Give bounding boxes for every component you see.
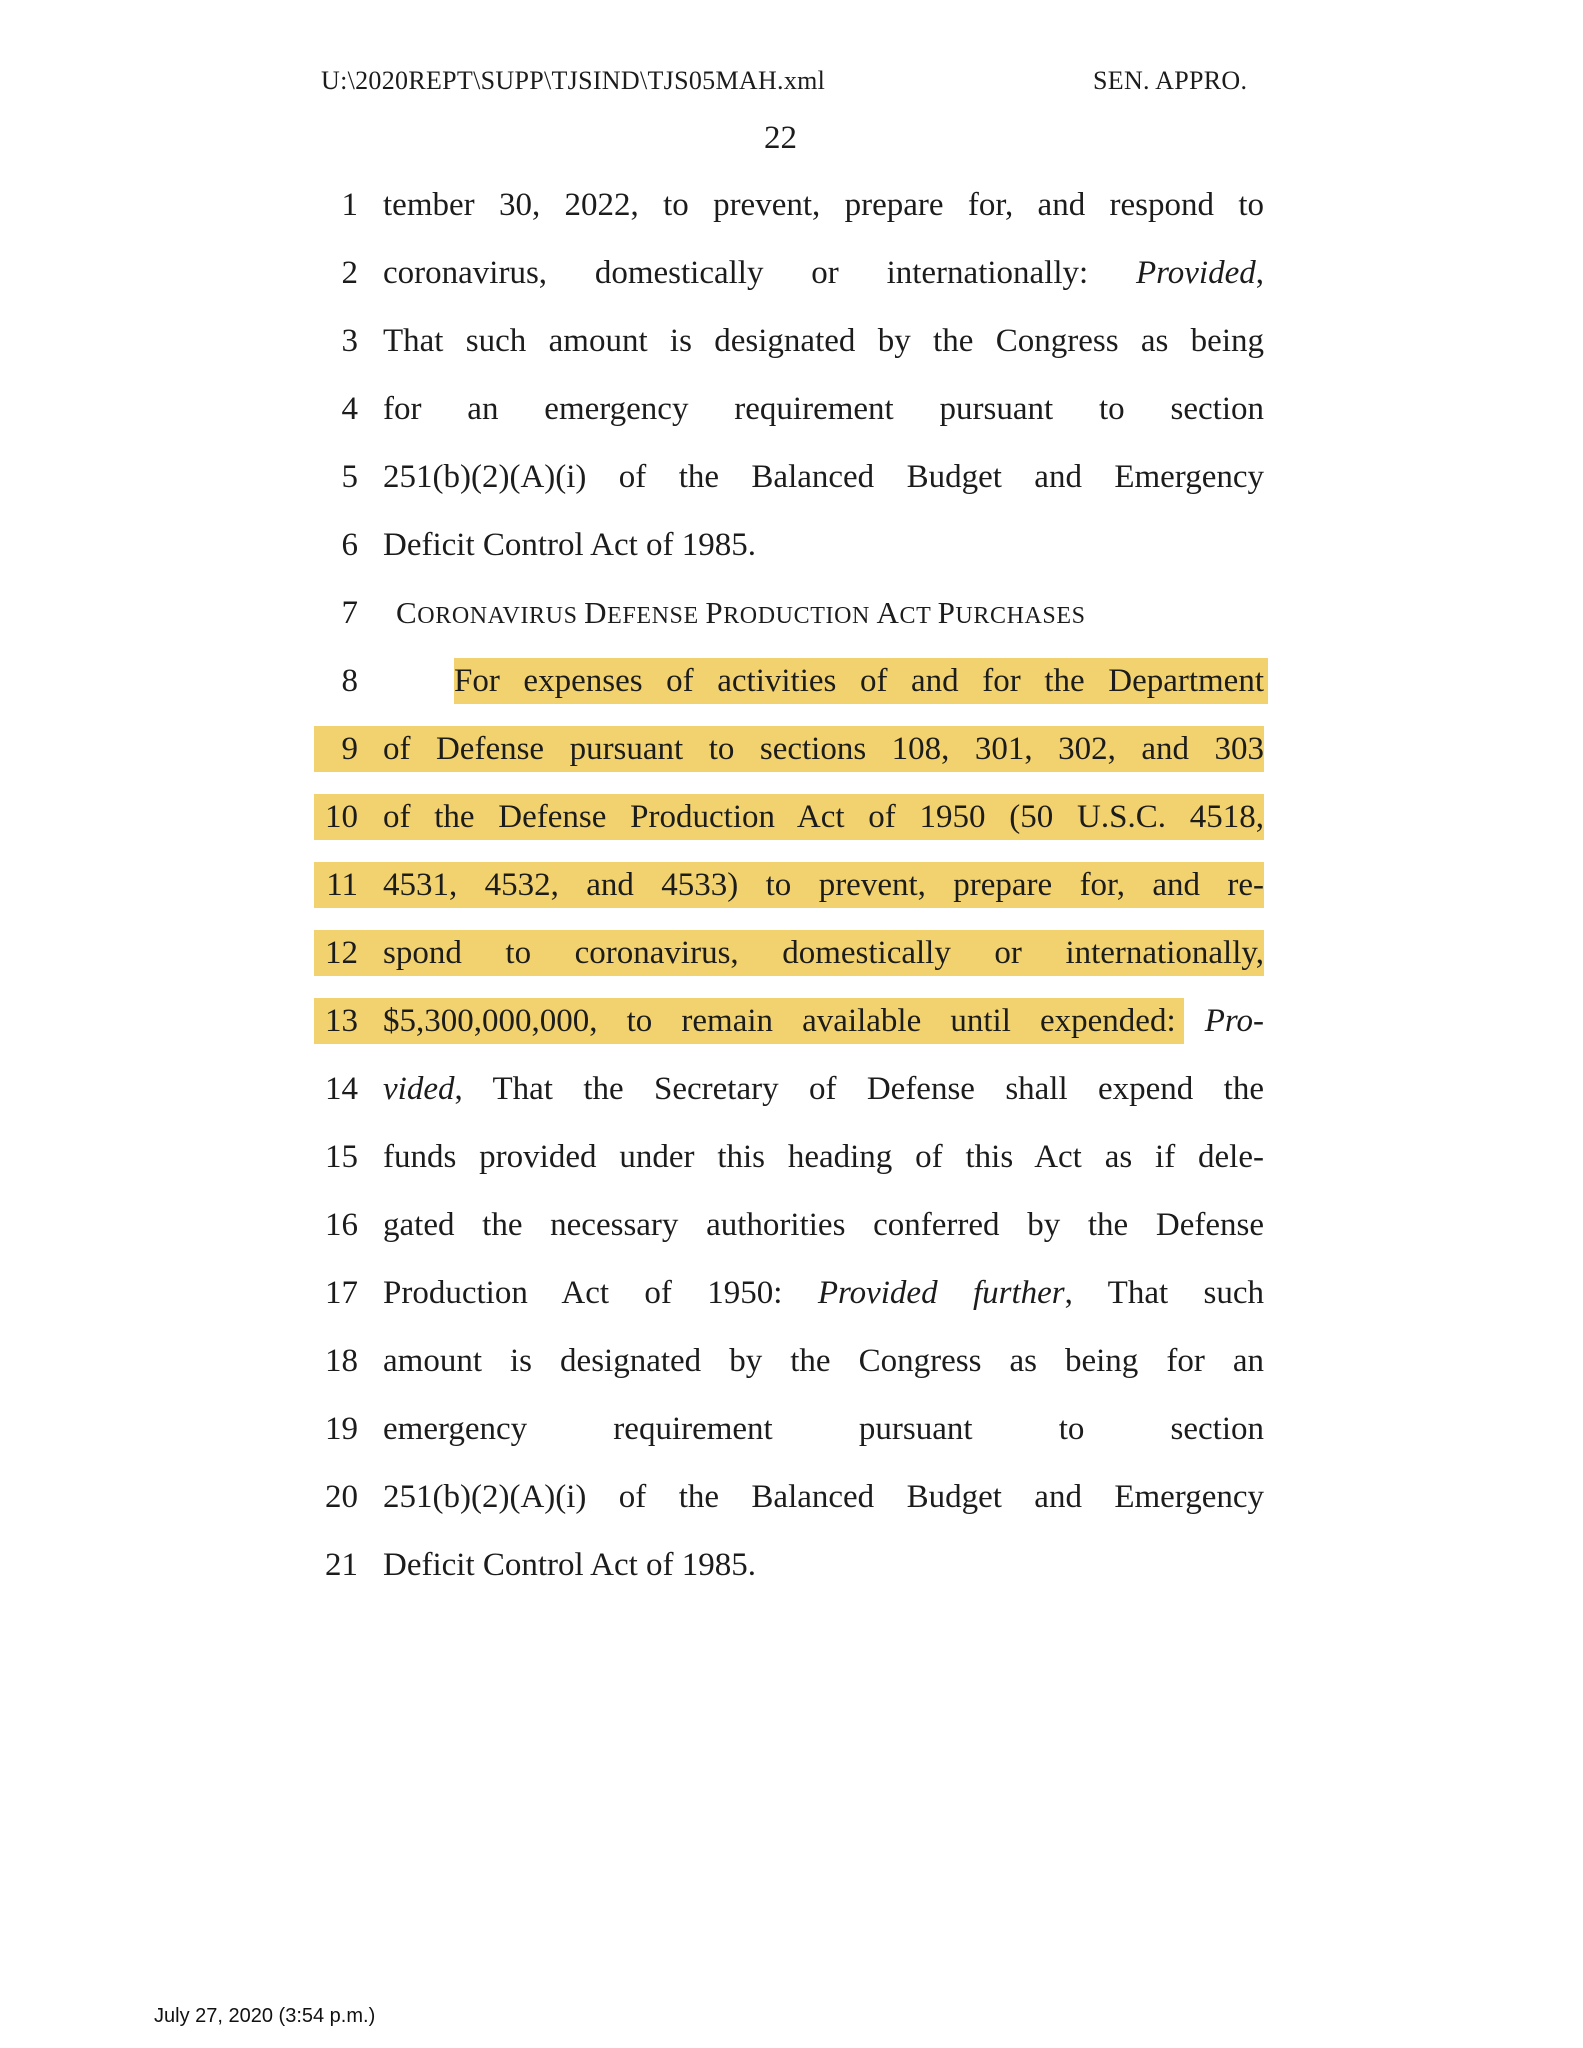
line-text: For expenses of activities of and for the Department <box>454 663 1264 699</box>
text-line <box>318 1066 1264 1112</box>
line-text <box>383 998 1264 1044</box>
text-line-highlighted <box>318 726 1264 772</box>
italic-text: vided <box>383 1071 455 1107</box>
line-number: 16 <box>325 1207 358 1243</box>
section-heading <box>396 590 1246 639</box>
line-number: 15 <box>325 1139 358 1175</box>
line-number: 13 <box>325 1003 358 1039</box>
text-line <box>318 1474 1264 1520</box>
text-line <box>318 318 1264 364</box>
line-text: amount is designated by the Congress as being for an <box>383 1343 1264 1379</box>
line-number: 18 <box>325 1343 358 1379</box>
line-number: 21 <box>325 1547 358 1583</box>
line-number: 9 <box>341 731 358 767</box>
text-line <box>318 1202 1264 1248</box>
text-line <box>318 454 1264 500</box>
heading-part: EFENSE <box>607 603 706 629</box>
line-number: 8 <box>341 663 358 699</box>
text-line <box>318 1406 1264 1452</box>
line-number: 2 <box>341 255 358 291</box>
line-text <box>383 250 1264 296</box>
line-text: of Defense pursuant to sections 108, 301, 302, and 303 <box>383 731 1264 767</box>
line-number: 12 <box>325 935 358 971</box>
text-line <box>318 522 1264 568</box>
heading-part: P <box>705 595 724 630</box>
text-line <box>318 250 1264 296</box>
text-line <box>318 1270 1264 1316</box>
text-line <box>318 1134 1264 1180</box>
line-text <box>383 1066 1264 1112</box>
heading-part: A <box>876 595 900 630</box>
line-text: gated the necessary authorities conferred by the Defense <box>383 1207 1264 1243</box>
heading-part: URCHASES <box>955 603 1086 629</box>
line-number: 11 <box>326 867 358 903</box>
text-line <box>318 1542 1264 1588</box>
line-text: Deficit Control Act of 1985. <box>383 527 757 563</box>
text-run: , That the Secretary of Defense shall expend the <box>454 1071 1264 1107</box>
line-text: emergency requirement pursuant to section <box>383 1411 1264 1447</box>
text-line <box>318 182 1264 228</box>
page-number: 22 <box>764 120 797 156</box>
heading-part: CT <box>899 603 938 629</box>
line-number: 4 <box>341 391 358 427</box>
text-run: coronavirus, domestically or internationally: <box>383 255 1136 291</box>
line-number: 20 <box>325 1479 358 1515</box>
line-text: tember 30, 2022, to prevent, prepare for, and respond to <box>383 187 1264 223</box>
line-number: 7 <box>341 595 358 631</box>
heading-part: P <box>937 595 956 630</box>
line-text: for an emergency requirement pursuant to section <box>383 391 1264 427</box>
committee-header: SEN. APPRO. <box>1093 66 1248 95</box>
text-line-highlighted <box>318 930 1264 976</box>
line-text: 4531, 4532, and 4533) to prevent, prepare for, and re- <box>383 867 1264 903</box>
heading-part: RODUCTION <box>723 603 877 629</box>
line-text <box>383 1270 1264 1316</box>
text-line-highlighted <box>318 998 1264 1044</box>
text-run: , That such <box>1064 1275 1265 1311</box>
text-run: , <box>1255 255 1264 291</box>
line-number: 10 <box>325 799 358 835</box>
line-number: 5 <box>341 459 358 495</box>
text-line-highlighted <box>318 658 1264 704</box>
italic-text: Provided further <box>817 1275 1065 1311</box>
line-text: 251(b)(2)(A)(i) of the Balanced Budget and Emergency <box>383 1479 1264 1515</box>
line-number: 19 <box>325 1411 358 1447</box>
file-path-header: U:\2020REPT\SUPP\TJSIND\TJS05MAH.xml <box>321 66 826 95</box>
text-run: Production Act of 1950: <box>383 1275 818 1311</box>
heading-part: D <box>584 595 608 630</box>
text-line <box>318 386 1264 432</box>
heading-part: C <box>396 595 418 630</box>
text-line <box>318 1338 1264 1384</box>
line-number: 14 <box>325 1071 358 1107</box>
text-line-highlighted <box>318 862 1264 908</box>
line-text: funds provided under this heading of this Act as if dele- <box>383 1139 1264 1175</box>
line-number: 6 <box>341 527 358 563</box>
italic-text: Provided <box>1136 255 1256 291</box>
print-timestamp: July 27, 2020 (3:54 p.m.) <box>154 2005 376 2027</box>
line-text: Deficit Control Act of 1985. <box>383 1547 757 1583</box>
line-number: 3 <box>341 323 358 359</box>
line-number: 17 <box>325 1275 358 1311</box>
text-line-highlighted <box>318 794 1264 840</box>
line-text: That such amount is designated by the Congress as being <box>383 323 1264 359</box>
heading-part: ORONAVIRUS <box>417 603 585 629</box>
highlighted-text: $5,300,000,000, to remain available until expended: <box>383 1003 1176 1039</box>
line-text: of the Defense Production Act of 1950 (50 U.S.C. 4518, <box>383 799 1264 835</box>
italic-text: Pro- <box>1204 1003 1264 1039</box>
line-text: spond to coronavirus, domestically or internationally, <box>383 935 1264 971</box>
line-text: 251(b)(2)(A)(i) of the Balanced Budget and Emergency <box>383 459 1264 495</box>
section-heading-line <box>318 590 1264 636</box>
line-number: 1 <box>341 187 358 223</box>
